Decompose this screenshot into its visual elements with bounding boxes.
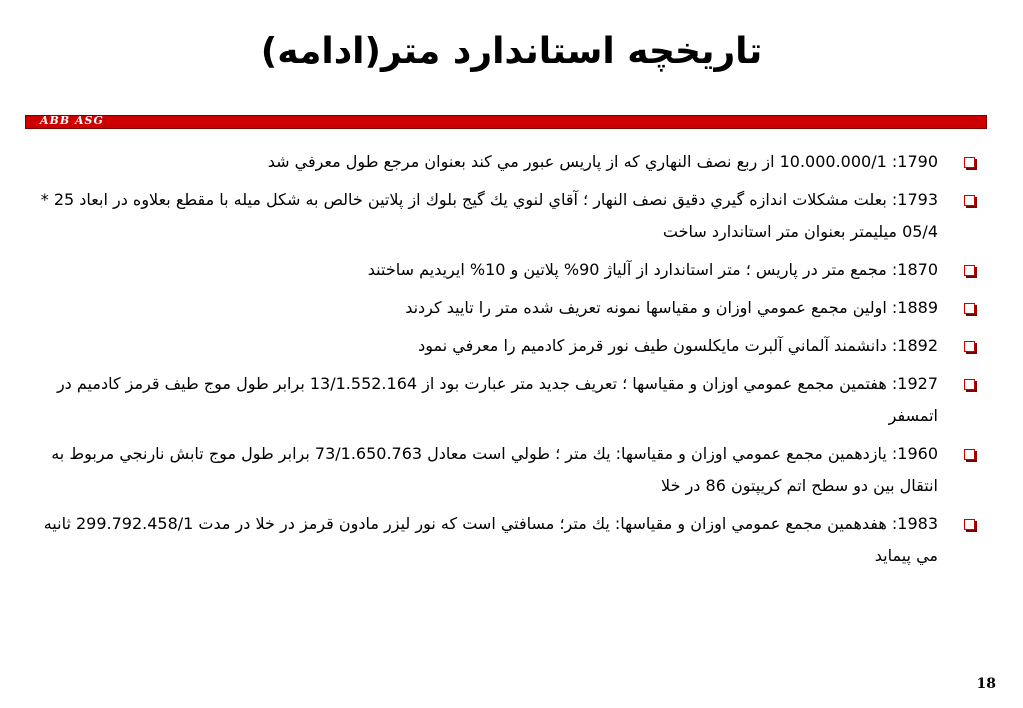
bullet-text: 1870: مجمع متر در پاريس ؛ متر استاندارد از آلياژ 90% پلاتين و 10% ايريديم ساختند bbox=[367, 260, 938, 279]
bullet-text: 1889: اولين مجمع عمومي اوزان و مقياسها نمونه تعريف شده متر را تاييد كردند bbox=[405, 298, 938, 317]
bullet-text: 1927: هفتمين مجمع عمومي اوزان و مقياسها ؛ تعريف جديد متر عبارت بود از 13/1.552.164 برابر طول موج طيف قرمز كادميم در اتمسفر bbox=[56, 374, 938, 425]
bullet-item bbox=[40, 330, 975, 362]
bullet-list bbox=[40, 146, 975, 578]
square-bullet-icon bbox=[964, 341, 975, 352]
bullet-item bbox=[40, 184, 975, 248]
square-bullet-icon bbox=[964, 265, 975, 276]
bullet-item bbox=[40, 438, 975, 502]
square-bullet-icon bbox=[964, 157, 975, 168]
bullet-text: 1790: 10.000.000/1 از ربع نصف النهاري كه از پاريس عبور مي كند بعنوان مرجع طول معرفي شد bbox=[267, 152, 938, 171]
bullet-item bbox=[40, 146, 975, 178]
slide-title: تاريخچه استاندارد متر(ادامه) bbox=[260, 31, 763, 72]
bullet-item bbox=[40, 508, 975, 572]
bullet-text: 1892: دانشمند آلماني آلبرت مايكلسون طيف نور قرمز كادميم را معرفي نمود bbox=[418, 336, 938, 355]
square-bullet-icon bbox=[964, 449, 975, 460]
square-bullet-icon bbox=[964, 519, 975, 530]
bullet-text: 1793: بعلت مشكلات اندازه گيري دقيق نصف النهار ؛ آقاي لنوي يك گيج بلوك از پلاتين خالص به شكل ميله با مقطع بعلاوه در ابعاد 25 * 05/4 ميليمتر بعنوان متر استاندارد ساخت bbox=[40, 190, 938, 241]
bullet-item bbox=[40, 292, 975, 324]
page-number: 18 bbox=[976, 676, 996, 692]
title-divider-bar bbox=[25, 115, 987, 129]
square-bullet-icon bbox=[964, 303, 975, 314]
bullet-item bbox=[40, 368, 975, 432]
bullet-text: 1983: هفدهمين مجمع عمومي اوزان و مقياسها: يك متر؛ مسافتي است كه نور ليزر مادون قرمز در خلا در مدت 299.792.458/1 ثانيه مي پيمايد bbox=[43, 514, 938, 565]
bullet-item bbox=[40, 254, 975, 286]
bullet-text: 1960: يازدهمين مجمع عمومي اوزان و مقياسها: يك متر ؛ طولي است معادل 73/1.650.763 برابر طول موج تابش نارنجي مربوط به انتقال بين دو سطح اتم كريپتون 86 در خلا bbox=[51, 444, 938, 495]
square-bullet-icon bbox=[964, 195, 975, 206]
square-bullet-icon bbox=[964, 379, 975, 390]
bar-logo: ABB ASG bbox=[40, 114, 104, 127]
